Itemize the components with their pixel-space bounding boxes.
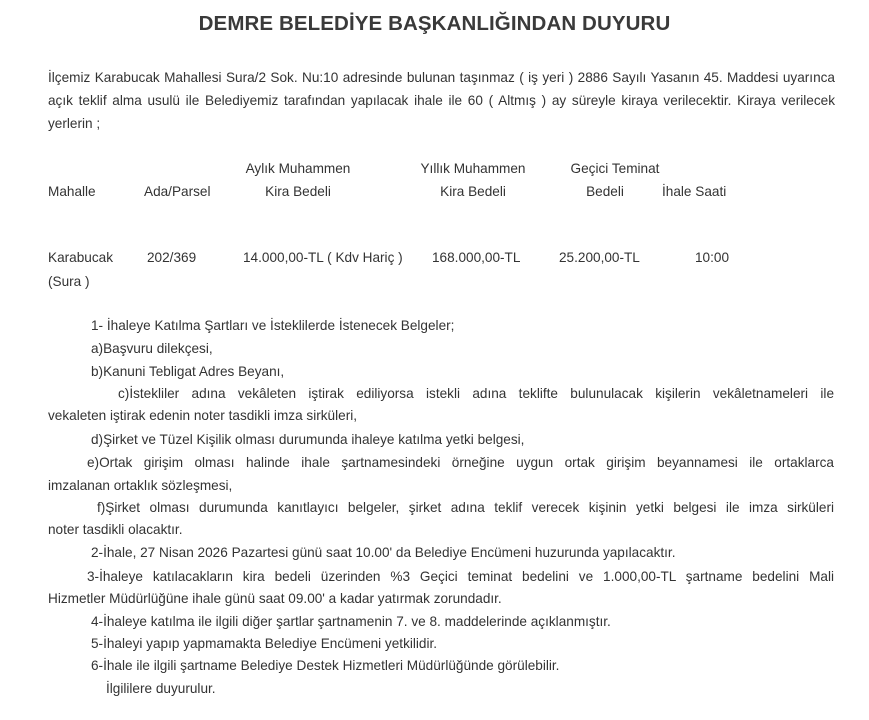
item-e-line1: e)Ortak girişim olması halinde ihale şartnamesindeki örneğine uygun ortak girişim beyannamesi ile ortaklarca [87,455,834,470]
item-4: 4-İhaleye katılma ile ilgili diğer şartlar şartnamenin 7. ve 8. maddelerinde açıklanmıştır. [91,614,611,629]
row-aylik: 14.000,00-TL ( Kdv Hariç ) [243,250,403,265]
header-aylik-2: Kira Bedeli [265,184,331,199]
item-b: b)Kanuni Tebligat Adres Beyanı, [91,364,285,379]
header-teminat-2: Bedeli [586,184,624,199]
header-ada-parsel: Ada/Parsel [144,184,211,199]
item-3-line2: Hizmetler Müdürlüğüne ihale günü saat 09.00' a kadar yatırmak zorundadır. [48,591,502,606]
closing-text: İlgililere duyurulur. [106,681,216,696]
row-mahalle-2: (Sura ) [48,274,90,289]
page-title: DEMRE BELEDİYE BAŞKANLIĞINDAN DUYURU [198,12,671,35]
item-d: d)Şirket ve Tüzel Kişilik olması durumunda ihaleye katılma yetki belgesi, [91,432,525,447]
header-teminat-1: Geçici Teminat [570,161,660,176]
item-6: 6-İhale ile ilgili şartname Belediye Destek Hizmetleri Müdürlüğünde görülebilir. [91,658,560,673]
header-mahalle: Mahalle [48,184,96,199]
item-3-line1: 3-İhaleye katılacakların kira bedeli üzerinden %3 Geçici teminat bedelini ve 1.000,00-TL şartname bedelini Mali [87,569,834,584]
item-f-line2: noter tasdikli olacaktır. [48,522,183,537]
item-f-line1: f)Şirket olması durumunda kanıtlayıcı belgeler, şirket adına teklif verecek kişinin yetki belgesi ile imza sirküleri [97,500,834,515]
header-yillik-1: Yıllık Muhammen [420,161,526,176]
row-mahalle-1: Karabucak [48,250,113,265]
item-c-line2: vekaleten iştirak edenin noter tasdikli imza sirküleri, [48,408,358,423]
row-ada-parsel: 202/369 [147,250,197,265]
header-yillik-2: Kira Bedeli [440,184,506,199]
row-yillik: 168.000,00-TL [432,250,521,265]
row-saat: 10:00 [695,250,730,265]
item-2: 2-İhale, 27 Nisan 2026 Pazartesi günü saat 10.00' da Belediye Encümeni huzurunda yapılacaktır. [91,545,676,560]
item-c-line1: c)İstekliler adına vekâleten iştirak ediliyorsa istekli adına teklifte bulunulacak kişilerin vekâletnameleri ile [118,386,834,401]
item-a: a)Başvuru dilekçesi, [91,341,213,356]
item-5: 5-İhaleyi yapıp yapmamakta Belediye Encümeni yetkilidir. [91,636,438,651]
item-e-line2: imzalanan ortaklık sözleşmesi, [48,478,233,493]
header-ihale-saati: İhale Saati [662,184,727,199]
section1-heading: 1- İhaleye Katılma Şartları ve İsteklilerde İstenecek Belgeler; [91,318,455,333]
row-teminat: 25.200,00-TL [559,250,640,265]
header-aylik-1: Aylık Muhammen [245,161,351,176]
intro-paragraph: İlçemiz Karabucak Mahallesi Sura/2 Sok. Nu:10 adresinde bulunan taşınmaz ( iş yeri ) 2886 Sayılı Yasanın 45. Maddesi uyarınca açık teklif alma usulü ile Belediyemiz tarafından yapılacak ihale ile 60 ( Altmış ) ay süreyle kiraya verilecektir. Kiraya verilecek yerlerin ; [48,70,835,131]
